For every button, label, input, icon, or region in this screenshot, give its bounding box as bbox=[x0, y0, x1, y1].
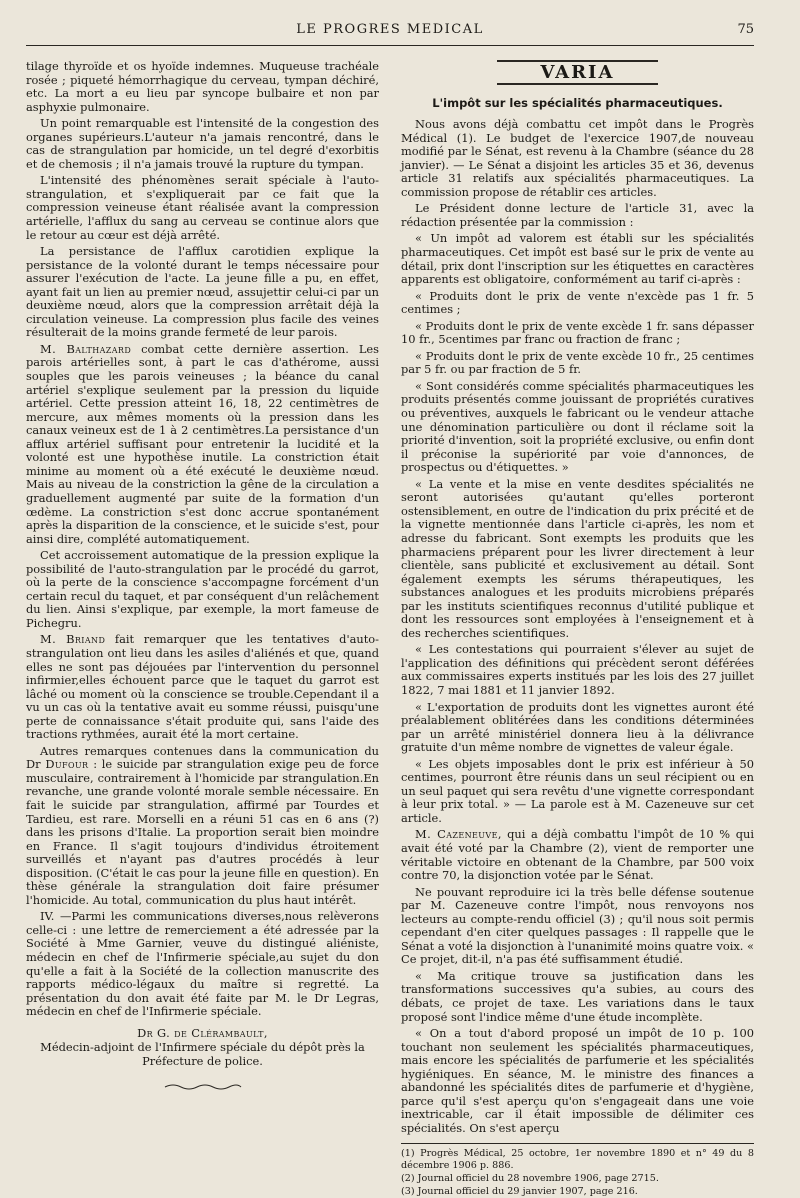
paragraph: tilage thyroïde et os hyoïde indemnes. Muqueuse trachéale rosée ; piqueté hémorrhagique du cerveau, tympan déchiré, etc. La mort a eu lieu par syncope bulbaire et non par asphyxie pulmonaire. bbox=[26, 59, 379, 114]
paragraph: Un point remarquable est l'intensité de la congestion des organes supérieurs.L'auteur n'a jamais rencontré, dans le cas de strangulation par homicide, un tel degré d'exorbitis et de chemosis ; il n'a jamais trouvé la rupture du tympan. bbox=[26, 116, 379, 171]
paragraph: Nous avons déjà combattu cet impôt dans le Progrès Médical (1). Le budget de l'exercice 1907,de nouveau modifié par le Sénat, est revenu à la Chambre (séance du 28 janvier). — Le Sénat a disjoint les articles 35 et 36, devenus article 31 relatifs aux spécialités pharmaceutiques. La commission propose de rétablir ces articles. bbox=[401, 117, 754, 199]
journal-title: LE PROGRES MEDICAL bbox=[296, 22, 484, 37]
footnote: (3) Journal officiel du 29 janvier 1907, page 216. bbox=[401, 1185, 638, 1197]
speaker-name: M. Cazeneuve bbox=[415, 827, 498, 842]
paragraph: « Les contestations qui pourraient s'élever au sujet de l'application des définitions qui précèdent seront déférées aux commissaires experts institués par les lois des 27 juillet 1822, 7 mai 1881 et 11 janvier 1892. bbox=[401, 642, 754, 697]
paragraph: « Ma critique trouve sa justification dans les transformations successives qu'a subies, au cours des débats, ce projet de taxe. Les variations dans le taux proposé sont l'indice même d'une étude incomplète. bbox=[401, 968, 754, 1024]
paragraph: « Les objets imposables dont le prix est inférieur à 50 centimes, pourront être réunis dans un seul récipient ou en un seul paquet qui sera revêtu d'une vignette correspondant à leur prix total. » — La parole est à M. Cazeneuve sur cet article. bbox=[401, 756, 754, 825]
paragraph: La persistance de l'afflux carotidien explique la persistance de la volonté durant le temps nécessaire pour assurer l'exécution de l'acte. La jeune fille a pu, en effet, ayant fait un lien au premier nœud, assujettir celui-ci par un deuxième nœud, alors que la compression arrêtait déjà la circulation veineuse. La compression plus facile des veines résulterait de la moins grande fermeté de leur parois. bbox=[26, 244, 379, 340]
paragraph bbox=[26, 633, 379, 741]
paragraph: « Produits dont le prix de vente excède 1 fr. sans dépasser 10 fr., 5centimes par franc ou fraction de franc ; bbox=[401, 318, 754, 347]
paragraph-text: combat cette dernière assertion. Les parois artérielles sont, à part le cas d'athérome, aussi souples que les parois veineuses ; la béance du canal artériel s'explique seulement par la pression du liquide artériel. Cette pression atteint 16, 18, 22 centimètres de mercure, aux mêmes moments où la pression dans les canaux veineux est de 1 à 2 centimètres.La persistance d'un afflux artériel suffisant pour entretenir la lucidité et la volonté est une hypothèse inutile. La constriction était minime au moment où a été exécuté le deuxième nœud. Mais au niveau de la constriction la gêne de la circulation a graduellement augmenté par suite de la formation d'un œdème. La constriction s'est donc accrue spontanément après la disparition de la conscience, et le suicide s'est, pour ainsi dire, complété automatiquement. bbox=[26, 341, 379, 546]
paragraph: « L'exportation de produits dont les vignettes auront été préalablement oblitérées dans les conditions déterminées par un arrêté ministériel donnera lieu à la délivrance gratuite d'un même nombre de vignettes de valeur égale. bbox=[401, 699, 754, 755]
paragraph bbox=[26, 745, 379, 908]
footnote: (2) Journal officiel du 28 novembre 1906, page 2715. bbox=[401, 1173, 659, 1185]
paragraph: L'intensité des phénomènes serait spéciale à l'auto-strangulation, et s'expliquerait par ce fait que la compression veineuse étant réalisée avant la compression artérielle, l'afflux du sang au cerveau se continue alors que le retour au cœur est déjà arrêté. bbox=[26, 173, 379, 242]
speaker-name: M. Balthazard bbox=[40, 341, 132, 356]
author-title: Médecin-adjoint de l'Infirmere spéciale du dépôt près la Préfecture de police. bbox=[40, 1040, 365, 1068]
paragraph-text: Autres remarques contenues dans la communication du Dr bbox=[26, 743, 379, 772]
right-column bbox=[401, 60, 754, 1197]
paragraph: « La vente et la mise en vente desdites spécialités ne seront autorisées qu'autant qu'elles porteront ostensiblement, en outre de l'indication du prix précité et de la vignette mentionnée dans l'article ci-après, les nom et adresse du fabricant. Sont exempts les produits que les pharmaciens préparent pour les livrer directement à leur clientèle, sans publicité et exclusivement au détail. Sont également exempts les sérums thérapeutiques, les substances analogues et les produits microbiens préparés par les instituts scientifiques reconnus d'utilité publique et dont les ressources sont employées à l'enseignement et à des recherches scientifiques. bbox=[401, 476, 754, 640]
paragraph: « Produits dont le prix de vente excède 10 fr., 25 centimes par 5 fr. ou par fraction de 5 fr. bbox=[401, 348, 754, 377]
left-column bbox=[26, 60, 379, 1082]
signature-block bbox=[26, 1027, 379, 1069]
page-number: 75 bbox=[737, 22, 754, 37]
paragraph: « Un impôt ad valorem est établi sur les spécialités pharmaceutiques. Cet impôt est basé sur le prix de vente au détail, prix dont l'inscription sur les étiquettes en caractères apparents est obligatoire, conformément au tarif ci-après : bbox=[401, 231, 754, 287]
speaker-name: Dufour bbox=[45, 757, 89, 772]
paragraph-text: : le suicide par strangulation exige peu de force musculaire, contrairement à l'homicide par strangulation.En revanche, une grande volonté morale semble nécessaire. En fait le suicide par strangulation, affirmé par Tourdes et Tardieu, est rare. Morselli en a réuni 51 cas en 6 ans (?) dans les prisons d'Italie. La proportion serait bien moindre en France. Il s'agit toujours d'individus étroitement surveillés et n'ayant pas d'autres procédés à leur disposition. (C'était le cas pour la jeune fille en question). En thèse générale la strangulation doit faire présumer l'homicide. Au total, communication du plus haut intérêt. bbox=[26, 757, 379, 907]
running-header bbox=[26, 22, 754, 37]
paragraph: « On a tout d'abord proposé un impôt de 10 p. 100 touchant non seulement les spécialités pharmaceutiques, mais encore les spécialités de parfumerie et les spécialités hygiéniques. En séance, M. le ministre des finances a abandonné les spécialités dites de parfumerie et d'hygiène, parce qu'il s'est aperçu qu'on s'engageait dans une voie inextricable, car il était impossible de délimiter ces spécialités. On s'est aperçu bbox=[401, 1026, 754, 1135]
paragraph bbox=[26, 343, 379, 546]
paragraph-text: fait remarquer que les tentatives d'auto-strangulation ont lieu dans les asiles d'aliénés et que, quand elles ne sont pas déjouées par l'intervention du personnel infirmier,elles échouent parce que le taquet du garrot est lâché ou moment où la conscience se trouble.Cependant il a vu un cas où la tentative avait eu somme réussi, puisqu'une perte de connaissance s'était produite qui, sans l'aide des tractions rythmées, aurait été la mort certaine. bbox=[26, 632, 379, 742]
paragraph: Ne pouvant reproduire ici la très belle défense soutenue par M. Cazeneuve contre l'impôt, nous renvoyons nos lecteurs au compte-rendu officiel (3) ; qu'il nous soit permis cependant d'en citer quelques passages : Il rappelle que le Sénat a voté la disjonction à l'unanimité moins quatre voix. « Ce projet, dit-il, n'a pas été suffisamment étudié. bbox=[401, 884, 754, 967]
paragraph: Cet accroissement automatique de la pression explique la possibilité de l'auto-strangulation par le procédé du garrot, où la perte de la conscience s'accompagne forcément d'un certain recul du taquet, et par conséquent d'un relâchement du lien. Ainsi s'explique, par exemple, la mort fameuse de Pichegru. bbox=[26, 548, 379, 630]
paragraph-text: , qui a déjà combattu l'impôt de 10 % qui avait été voté par la Chambre (2), vient de remporter une véritable victoire en obtenant de la Chambre, par 500 voix contre 70, la disjonction votée par le Sénat. bbox=[401, 827, 754, 883]
paragraph: « Sont considérés comme spécialités pharmaceutiques les produits présentés comme jouissant de propriétés curatives ou préventives, auxquels le fabricant ou le vendeur attache une dénomination particulière ou dont il réclame soit la priorité d'invention, soit la propriété exclusive, ou enfin dont il préconise la supériorité par voie d'annonces, de prospectus ou d'étiquettes. » bbox=[401, 378, 754, 475]
header-rule bbox=[26, 45, 754, 46]
author-name: Dr G. de Clérambault, bbox=[137, 1025, 268, 1040]
speaker-name: M. Briand bbox=[40, 632, 106, 647]
paragraph: « Produits dont le prix de vente n'excède pas 1 fr. 5 centimes ; bbox=[401, 288, 754, 317]
article-title: L'impôt sur les spécialités pharmaceutiques. bbox=[432, 95, 723, 110]
footnotes bbox=[401, 1143, 754, 1197]
section-title: VARIA bbox=[497, 60, 658, 85]
footnote: (1) Progrès Médical, 25 octobre, 1er novembre 1890 et n° 49 du 8 décembre 1906 p. 886. bbox=[401, 1148, 754, 1172]
two-column-body bbox=[26, 59, 754, 1197]
paragraph bbox=[401, 828, 754, 882]
paragraph: Le Président donne lecture de l'article 31, avec la rédaction présentée par la commission : bbox=[401, 201, 754, 229]
ornamental-flourish bbox=[163, 1082, 243, 1092]
paragraph: IV. —Parmi les communications diverses,nous relèverons celle-ci : une lettre de remerciement a été adressée par la Société à Mme Garnier, veuve du distingué aliéniste, médecin en chef de l'Infirmerie spéciale,au sujet du don qu'elle a fait à la Société de la collection manuscrite des rapports médico-légaux du maître si regretté. La présentation du don avait été faite par M. le Dr Legras, médecin en chef de l'Infirmerie spéciale. bbox=[26, 909, 379, 1019]
